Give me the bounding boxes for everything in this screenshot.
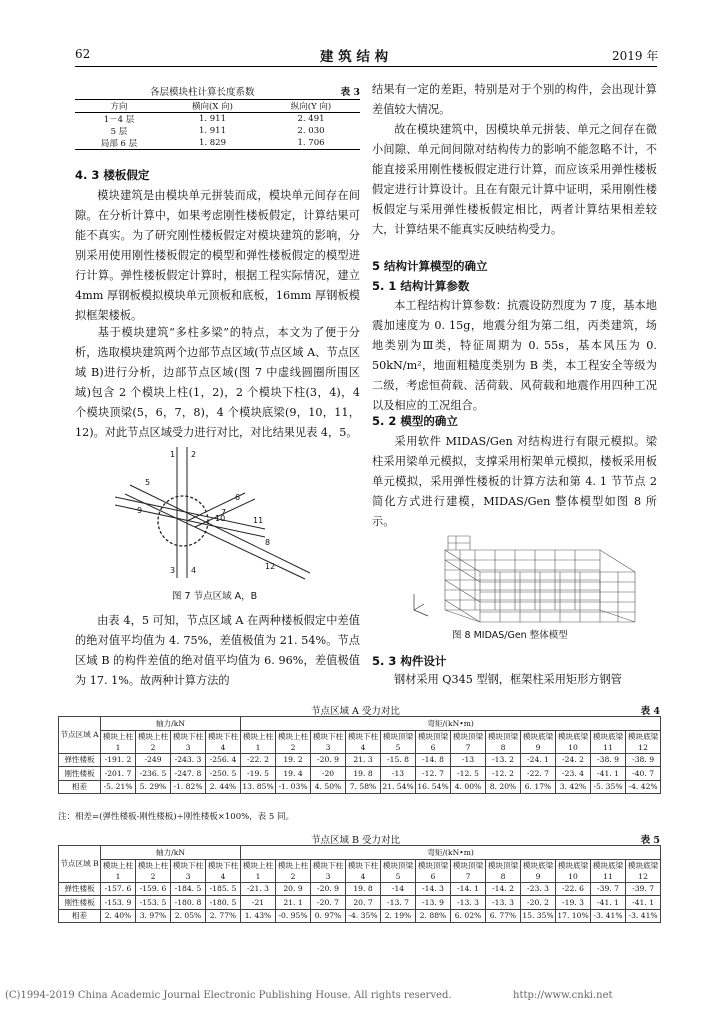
table-cell: -14 [381, 882, 416, 896]
table-cell: -1. 03% [276, 780, 311, 794]
table-cell: 19. 2 [276, 753, 311, 767]
table-cell: -39. 7 [591, 882, 626, 896]
table4-col-header: 模块下柱 4 [346, 730, 381, 753]
table-cell: -13. 9 [416, 896, 451, 910]
table-cell: 20. 9 [276, 882, 311, 896]
paragraph-text: 采用软件 MIDAS/Gen 对结构进行有限元模拟。梁柱采用梁单元模拟，支撑采用桁架单元模拟，楼板采用板单元模拟，采用弹性楼板的计算方法和第 4. 1 节节点 2 简化方式进行建模，MIDAS/Gen 整体模型如图 8 所示。 [372, 435, 657, 528]
table-cell: 16. 54% [416, 780, 451, 794]
table-cell: 2. 88% [416, 909, 451, 923]
table-row [75, 113, 360, 126]
table-cell: 1. 43% [241, 909, 276, 923]
table3-number: 表 3 [340, 87, 360, 98]
table-row [59, 767, 661, 781]
row-label: 相差 [59, 909, 101, 923]
table-cell: -180. 8 [171, 896, 206, 910]
table5-col-header: 模块下柱 3 [311, 859, 346, 882]
table5 [58, 845, 661, 923]
table5-group-header [59, 846, 661, 860]
table5-col-header: 模块上柱 2 [276, 859, 311, 882]
table4-col-header: 模块上柱 1 [101, 730, 136, 753]
table5-region-label: 节点区域 B [59, 846, 101, 883]
table-cell: -23. 3 [521, 882, 556, 896]
table4-number: 表 4 [640, 706, 660, 717]
figure-7-node-diagram [115, 445, 315, 580]
table-cell: -153. 5 [136, 896, 171, 910]
paragraph-text: 故在模块建筑中，因模块单元拼装、单元之间存在微小间隙、单元间间隙对结构传力的影响不能忽略不计，不能直接采用刚性楼板假定进行计算，而应该采用弹性楼板假定进行计算设计。且在有限元计算中证明，采用刚性楼板假定与采用弹性楼板假定相比，两者计算结果相差较大，计算结果不能真实反映结构受力。 [372, 123, 657, 236]
fig7-label-1: 1 [170, 450, 176, 459]
table-cell: -14. 2 [486, 882, 521, 896]
table-cell: -20. 2 [521, 896, 556, 910]
header-rule [75, 66, 657, 67]
table4 [58, 716, 661, 794]
table4-group-header [59, 717, 661, 731]
table5-col-header: 模块顶梁 5 [381, 859, 416, 882]
table4-region-label: 节点区域 A [59, 717, 101, 754]
table4-col-header: 模块顶梁 8 [486, 730, 521, 753]
table-cell: -20 [311, 767, 346, 781]
figure-8-midas-model [400, 528, 640, 624]
table4-note: 注：相差=(弹性楼板-刚性楼板)÷刚性楼板×100%，表 5 同。 [58, 812, 294, 822]
table5-col-header: 模块底梁 11 [591, 859, 626, 882]
table5-col-header: 模块上柱 1 [241, 859, 276, 882]
table-cell: 6. 02% [451, 909, 486, 923]
table-cell: -21. 3 [241, 882, 276, 896]
table4-col-header: 模块下柱 3 [171, 730, 206, 753]
fig7-label-7: 7 [221, 508, 227, 517]
table-cell: 1－4 层 [103, 115, 135, 125]
paragraph-5-1 [372, 296, 657, 416]
table-cell: -236. 5 [136, 767, 171, 781]
table-cell: 13. 85% [241, 780, 276, 794]
paragraph-right-1 [372, 120, 657, 240]
table-cell: 1. 829 [163, 137, 262, 150]
table4-column-headers [59, 730, 661, 753]
fig7-label-9: 9 [137, 506, 143, 515]
table5-col-header: 模块底梁 9 [521, 859, 556, 882]
row-label: 弹性楼板 [59, 882, 101, 896]
table-cell: 2. 44% [206, 780, 241, 794]
table-cell: -21 [241, 896, 276, 910]
fig7-label-8: 8 [265, 538, 271, 547]
section-5-1-heading: 5. 1 结构计算参数 [372, 279, 470, 293]
table-cell: -41. 1 [591, 896, 626, 910]
table-cell: -1. 82% [171, 780, 206, 794]
table3-col-0: 方向 [75, 100, 163, 113]
table-row [59, 882, 661, 896]
table5-col-header: 模块顶梁 8 [486, 859, 521, 882]
fig7-label-2: 2 [191, 450, 197, 459]
table-cell: -5. 35% [591, 780, 626, 794]
table5-col-header: 模块下柱 4 [346, 859, 381, 882]
fig7-label-5: 5 [145, 478, 151, 487]
fig7-label-12: 12 [265, 562, 276, 571]
table4-col-header: 模块顶梁 7 [451, 730, 486, 753]
paragraph-5-2 [372, 432, 657, 532]
table5-col-header: 模块顶梁 6 [416, 859, 451, 882]
journal-title: 建 筑 结 构 [320, 49, 389, 65]
table-cell: -13. 2 [486, 753, 521, 767]
table-cell: -180. 5 [206, 896, 241, 910]
paragraph-text: 模块建筑是由模块单元拼装而成，模块单元间存在间隙。在分析计算中，如果考虑刚性楼板假定，计算结果可能不真实。为了研究刚性楼板假定对模块建筑的影响，分别采用使用刚性楼板假定的模型和弹性楼板假定的模型进行计算。弹性楼板假定计算时，根据工程实际情况，建立 4mm 厚钢板模拟模块单元顶板和底板，16mm 厚钢板模拟框架楼板。 [75, 189, 360, 322]
page-number: 62 [75, 47, 91, 61]
fig7-label-10: 10 [215, 514, 226, 523]
table-cell: 2. 19% [381, 909, 416, 923]
table-cell: -201. 7 [101, 767, 136, 781]
table-cell: 1. 911 [198, 114, 226, 124]
table3 [75, 99, 360, 150]
cnki-url: http://www.cnki.net [513, 990, 613, 1001]
table5-number: 表 5 [640, 835, 660, 846]
table-cell: -20. 9 [311, 753, 346, 767]
table4-col-header: 模块下柱 3 [311, 730, 346, 753]
table5-col-header: 模块上柱 2 [136, 859, 171, 882]
table-cell: -22. 6 [556, 882, 591, 896]
table-cell: -12. 2 [486, 767, 521, 781]
copyright-notice: (C)1994-2019 China Academic Journal Electronic Publishing House. All rights reserved. [5, 990, 452, 1001]
table-cell: 2. 40% [101, 909, 136, 923]
table-cell: -22. 7 [521, 767, 556, 781]
table-cell: 19. 4 [276, 767, 311, 781]
table-cell: 21. 54% [381, 780, 416, 794]
table-cell: -3. 41% [626, 909, 661, 923]
table-cell: 19. 8 [346, 882, 381, 896]
table-cell: -24. 1 [521, 753, 556, 767]
table-cell: -14. 3 [416, 882, 451, 896]
year: 2019 年 [612, 49, 659, 63]
table-cell: -184. 5 [171, 882, 206, 896]
table-cell: -185. 5 [206, 882, 241, 896]
table-cell: -19. 3 [556, 896, 591, 910]
table-cell: -153. 9 [101, 896, 136, 910]
table5-col-header: 模块下柱 3 [171, 859, 206, 882]
table-cell: 1. 706 [262, 137, 360, 150]
table5-col-header: 模块上柱 1 [101, 859, 136, 882]
table5-col-header: 模块底梁 12 [626, 859, 661, 882]
table-cell: -13 [381, 767, 416, 781]
table-cell: 15. 35% [521, 909, 556, 923]
table-cell: 2. 030 [297, 126, 325, 136]
table5-column-headers [59, 859, 661, 882]
table-cell: -13. 3 [486, 896, 521, 910]
section-4-3-heading: 4. 3 楼板假定 [75, 168, 150, 182]
table-cell: 局部 6 层 [75, 137, 163, 150]
table5-moment-label: 弯矩/(kN•m) [241, 846, 661, 860]
table-cell: 21. 3 [346, 753, 381, 767]
table-cell: -41. 1 [591, 767, 626, 781]
table3-title: 各层模块柱计算长度系数 [150, 87, 255, 98]
table4-col-header: 模块下柱 4 [206, 730, 241, 753]
row-label: 刚性楼板 [59, 767, 101, 781]
paragraph-4-3-b [75, 323, 360, 443]
table-cell: -13. 7 [381, 896, 416, 910]
table3-header-row [75, 100, 360, 113]
table4-moment-label: 弯矩/(kN•m) [241, 717, 661, 731]
figure-8-caption: 图 8 MIDAS/Gen 整体模型 [452, 630, 568, 641]
table4-title: 节点区域 A 受力对比 [311, 706, 400, 717]
table-cell: 21. 1 [276, 896, 311, 910]
table5-col-header: 模块顶梁 7 [451, 859, 486, 882]
table-cell: -24. 2 [556, 753, 591, 767]
table-cell: -14. 1 [451, 882, 486, 896]
table-cell: -157. 6 [101, 882, 136, 896]
table-cell: -20. 7 [311, 896, 346, 910]
table-cell: -12. 7 [416, 767, 451, 781]
table5-axial-label: 轴力/kN [101, 846, 241, 860]
paragraph-text: 钢材采用 Q345 型钢，框架柱采用矩形方钢管 [394, 673, 622, 686]
table-cell: -3. 41% [591, 909, 626, 923]
table-cell: 5 层 [110, 127, 128, 137]
table-cell: 3. 42% [556, 780, 591, 794]
row-label: 弹性楼板 [59, 753, 101, 767]
table4-col-header: 模块上柱 1 [241, 730, 276, 753]
table-cell: -247. 8 [171, 767, 206, 781]
table5-col-header: 模块底梁 10 [556, 859, 591, 882]
table4-col-header: 模块底梁 12 [626, 730, 661, 753]
fig7-label-11: 11 [253, 516, 264, 525]
section-5-2-heading: 5. 2 模型的确立 [372, 414, 458, 428]
table-cell: 20. 7 [346, 896, 381, 910]
table-cell: -250. 5 [206, 767, 241, 781]
table-cell: -13 [451, 753, 486, 767]
table-cell: -4. 42% [626, 780, 661, 794]
paragraph-right-0: 结果有一定的差距，特别是对于个别的构件，会出现计算差值较大情况。 [372, 83, 657, 116]
table-cell: -20. 9 [311, 882, 346, 896]
paragraph-text: 基于模块建筑“多柱多梁”的特点，本文为了便于分析，选取模块建筑两个边部节点区域(节点区域 A、节点区域 B)进行分析，边部节点区域(图 7 中虚线圆圈所围区域)包含 2 个模块上柱(1，2)，2 个模块下柱(3，4)，4 个模块顶梁(5，6，7，8)，4 个模块底梁(9，10，11，12)。对此节点区域受力进行对比，对比结果见表 4，5。 [75, 326, 360, 439]
table4-axial-label: 轴力/kN [101, 717, 241, 731]
fig7-label-6: 6 [235, 493, 241, 502]
table4-col-header: 模块顶梁 5 [381, 730, 416, 753]
table-cell: -23. 4 [556, 767, 591, 781]
table-cell: 17. 10% [556, 909, 591, 923]
table-cell: 0. 97% [311, 909, 346, 923]
table-cell: 7. 58% [346, 780, 381, 794]
table-cell: -5. 21% [101, 780, 136, 794]
table-cell: 8. 20% [486, 780, 521, 794]
table5-col-header: 模块下柱 4 [206, 859, 241, 882]
table-row [59, 909, 661, 923]
table4-col-header: 模块上柱 2 [136, 730, 171, 753]
table-cell: -12. 5 [451, 767, 486, 781]
section-5-3-heading: 5. 3 构件设计 [372, 654, 447, 668]
table-cell: -39. 7 [626, 882, 661, 896]
table-cell: 19. 8 [346, 767, 381, 781]
table-cell: -14. 8 [416, 753, 451, 767]
table-cell: -256. 4 [206, 753, 241, 767]
paragraph-4-3-c [75, 611, 360, 691]
table-cell: -0. 95% [276, 909, 311, 923]
table-cell: 2. 77% [206, 909, 241, 923]
fig7-label-4: 4 [191, 566, 197, 575]
table4-col-header: 模块上柱 2 [276, 730, 311, 753]
table-row [59, 896, 661, 910]
table-cell: -4. 35% [346, 909, 381, 923]
table-cell: 5. 29% [136, 780, 171, 794]
table-cell: -19. 5 [241, 767, 276, 781]
table-cell: 6. 17% [521, 780, 556, 794]
table-cell: -13. 3 [451, 896, 486, 910]
table-cell: 2. 05% [171, 909, 206, 923]
fig7-label-3: 3 [170, 566, 176, 575]
table-row [59, 780, 661, 794]
paragraph-text: 由表 4，5 可知，节点区域 A 在两种楼板假定中差值的绝对值平均值为 4. 75%，差值极值为 21. 54%。节点区域 B 的构件差值的绝对值平均值为 6. 96%，差值极值为 17. 1%。故两种计算方法的 [75, 614, 360, 687]
table4-col-header: 模块底梁 11 [591, 730, 626, 753]
table3-col-1: 横向(X 向) [163, 100, 262, 113]
paragraph-4-3-a [75, 186, 360, 326]
section-5-heading: 5 结构计算模型的确立 [372, 259, 488, 273]
figure-7-caption: 图 7 节点区域 A，B [172, 591, 258, 602]
paragraph-text: 本工程结构计算参数：抗震设防烈度为 7 度，基本地震加速度为 0. 15g，地震分组为第二组，丙类建筑，场地类别为Ⅲ类，特征周期为 0. 55s，基本风压为 0. 50kN/m²，地面粗糙度类别为 B 类，本工程安全等级为二级，考虑恒荷载、活荷载、风荷载和地震作用四种工况以及相应的工况组合。 [372, 299, 657, 412]
table-cell: -249 [136, 753, 171, 767]
table-cell: 4. 50% [311, 780, 346, 794]
table-cell: 1. 911 [198, 126, 226, 136]
table-cell: -243. 3 [171, 753, 206, 767]
table-cell: 2. 491 [297, 114, 325, 124]
table-cell: -41. 1 [626, 896, 661, 910]
row-label: 相差 [59, 780, 101, 794]
paragraph-5-3 [372, 670, 657, 690]
table-cell: 4. 00% [451, 780, 486, 794]
table-cell: -40. 7 [626, 767, 661, 781]
table-row [75, 137, 360, 150]
table4-col-header: 模块底梁 10 [556, 730, 591, 753]
table-row [59, 753, 661, 767]
table-cell: -22. 2 [241, 753, 276, 767]
table-cell: -38. 9 [591, 753, 626, 767]
row-label: 刚性楼板 [59, 896, 101, 910]
table-cell: 3. 97% [136, 909, 171, 923]
table4-col-header: 模块底梁 9 [521, 730, 556, 753]
table-cell: -191. 2 [101, 753, 136, 767]
table-cell: 6. 77% [486, 909, 521, 923]
table5-title: 节点区域 B 受力对比 [311, 835, 401, 846]
table4-col-header: 模块顶梁 6 [416, 730, 451, 753]
table-cell: -38. 9 [626, 753, 661, 767]
table-cell: -15. 8 [381, 753, 416, 767]
table-row [75, 125, 360, 137]
table3-col-2: 纵向(Y 向) [262, 100, 360, 113]
table-cell: -159. 6 [136, 882, 171, 896]
